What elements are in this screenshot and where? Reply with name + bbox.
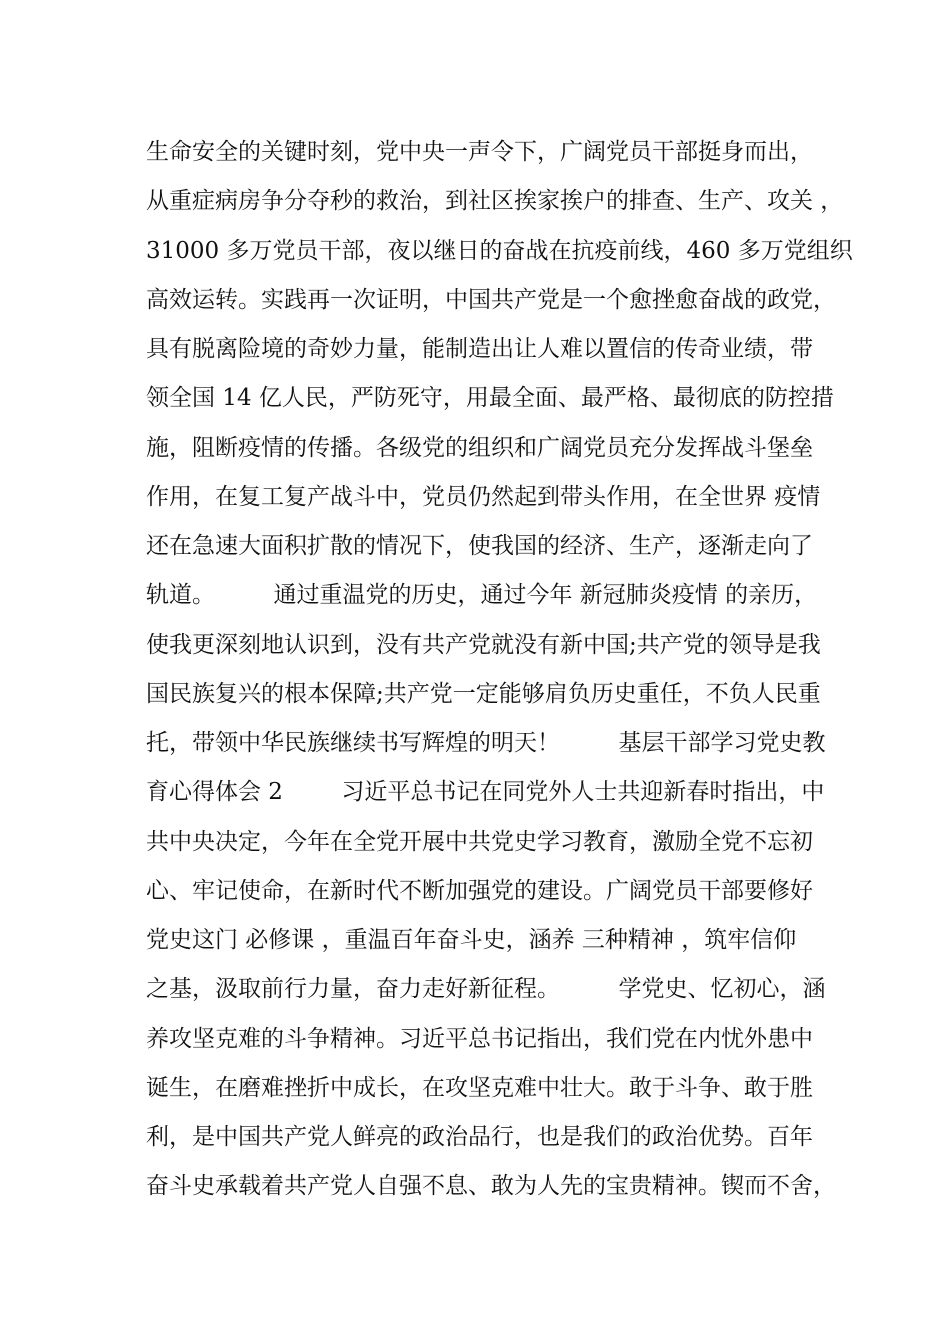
text-line: 高效运转。实践再一次证明，中国共产党是一个愈挫愈奋战的政党， (146, 286, 836, 313)
text-line: 托，带领中华民族继续书写辉煌的明天！ 基层干部学习党史教 (146, 730, 826, 756)
text-line: 诞生，在磨难挫折中成长，在攻坚克难中壮大。敢于斗争、敢于胜 (146, 1074, 813, 1101)
text-line: 31000 多万党员干部，夜以继日的奋战在抗疫前线，460 多万党组织 (146, 237, 853, 264)
text-line: 施，阻断疫情的传播。各级党的组织和广阔党员充分发挥战斗堡垒 (146, 434, 813, 461)
text-line: 具有脱离险境的奇妙力量，能制造出让人难以置信的传奇业绩，带 (146, 336, 813, 362)
text-line: 奋斗史承载着共产党人自强不息、敢为人先的宝贵精神。锲而不舍， (146, 1173, 836, 1200)
text-line: 使我更深刻地认识到，没有共产党就没有新中国;共产党的领导是我 (146, 631, 821, 658)
text-line: 利，是中国共产党人鲜亮的政治品行，也是我们的政治优势。百年 (146, 1124, 813, 1150)
text-line: 领全国 14 亿人民，严防死守，用最全面、最严格、最彻底的防控措 (146, 385, 834, 412)
text-line: 还在急速大面积扩散的情况下，使我国的经济、生产，逐渐走向了 (146, 533, 813, 559)
text-line: 作用，在复工复产战斗中，党员仍然起到带头作用，在全世界 疫情 (146, 483, 821, 510)
text-line: 党史这门 必修课 ，重温百年奋斗史，涵养 三种精神 ，筑牢信仰 (146, 927, 797, 953)
text-line: 之基，汲取前行力量，奋力走好新征程。 学党史、忆初心，涵 (146, 976, 826, 1003)
text-line: 育心得体会 2 习近平总书记在同党外人士共迎新春时指出，中 (146, 779, 825, 806)
text-line: 国民族复兴的根本保障;共产党一定能够肩负历史重任，不负人民重 (146, 680, 821, 707)
text-line: 养攻坚克难的斗争精神。习近平总书记指出，我们党在内忧外患中 (146, 1025, 813, 1052)
text-line: 生命安全的关键时刻，党中央一声令下，广阔党员干部挺身而出， (146, 139, 813, 165)
text-line: 共中央决定，今年在全党开展中共党史学习教育，激励全党不忘初 (146, 828, 813, 855)
text-line: 心、牢记使命，在新时代不断加强党的建设。广阔党员干部要修好 (146, 877, 813, 904)
text-line: 轨道。 通过重温党的历史，通过今年 新冠肺炎疫情 的亲历， (146, 582, 818, 609)
text-line: 从重症病房争分夺秒的救治，到社区挨家挨户的排查、生产、攻关 ， (146, 188, 844, 215)
